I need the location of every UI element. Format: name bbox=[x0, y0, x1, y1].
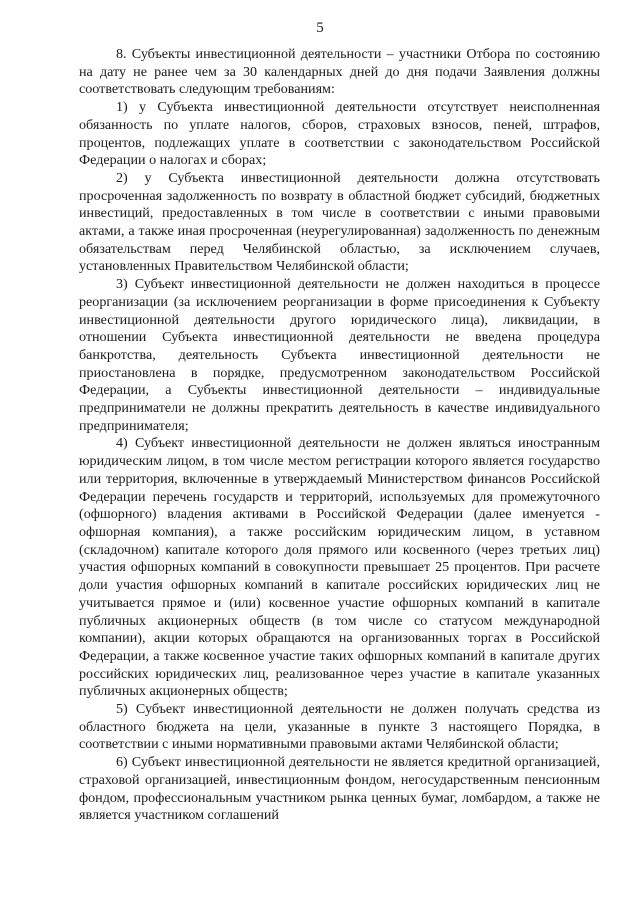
paragraph-subitem-4: 4) Субъект инвестиционной деятельности не должен являться иностранным юридическим лицом, в том числе местом регистрации которого является государство или территория, включенные в утверждаемый Министерством финансов Российской Федерации перечень государств и территорий, используемых для промежуточного (офшорного) владения активами в Российской Федерации (далее именуется - офшорная компания), а также российским юридическим лицом, в уставном (складочном) капитале которого доля прямого или косвенного (через третьих лиц) участия офшорных компаний в совокупности превышает 25 процентов. При расчете доли участия офшорных компаний в капитале российских юридических лиц не учитывается прямое и (или) косвенное участие офшорных компаний в капитале публичных акционерных обществ (в том числе со статусом международной компании), акции которых обращаются на организованных торгах в Российской Федерации, а также косвенное участие таких офшорных компаний в капитале других российских юридических лиц, реализованное через участие в капитале указанных публичных акционерных обществ; bbox=[79, 435, 600, 700]
paragraph-subitem-6: 6) Субъект инвестиционной деятельности не является кредитной организацией, страховой организацией, инвестиционным фондом, негосударственным пенсионным фондом, профессиональным участником рынка ценных бумаг, ломбардом, а также не является участником соглашений bbox=[79, 754, 600, 824]
paragraph-subitem-2: 2) у Субъекта инвестиционной деятельности должна отсутствовать просроченная задолженность по возврату в областной бюджет субсидий, бюджетных инвестиций, предоставленных в том числе в соответствии с иными правовыми актами, а также иная просроченная (неурегулированная) задолженность по денежным обязательствам перед Челябинской областью, за исключением случаев, установленных Правительством Челябинской области; bbox=[79, 169, 600, 275]
paragraph-subitem-1: 1) у Субъекта инвестиционной деятельности отсутствует неисполненная обязанность по уплате налогов, сборов, страховых взносов, пеней, штрафов, процентов, подлежащих уплате в соответствии с законодательством Российской Федерации о налогах и сборах; bbox=[79, 99, 600, 169]
document-body bbox=[79, 46, 600, 825]
page-number: 5 bbox=[316, 20, 324, 36]
paragraph-subitem-5: 5) Субъект инвестиционной деятельности не должен получать средства из областного бюджета на цели, указанные в пункте 3 настоящего Порядка, в соответствии с иными нормативными правовыми актами Челябинской области; bbox=[79, 701, 600, 753]
paragraph-subitem-3: 3) Субъект инвестиционной деятельности не должен находиться в процессе реорганизации (за исключением реорганизации в форме присоединения к Субъекту инвестиционной деятельности другого юридического лица), ликвидации, в отношении Субъекта инвестиционной деятельности не введена процедура банкротства, деятельность Субъекта инвестиционной деятельности не приостановлена в порядке, предусмотренном законодательством Российской Федерации, а Субъекты инвестиционной деятельности – индивидуальные предприниматели не должны прекратить деятельность в качестве индивидуального предпринимателя; bbox=[79, 276, 600, 434]
paragraph-item-8: 8. Субъекты инвестиционной деятельности – участники Отбора по состоянию на дату не ранее чем за 30 календарных дней до дня подачи Заявления должны соответствовать следующим требованиям: bbox=[79, 46, 600, 98]
